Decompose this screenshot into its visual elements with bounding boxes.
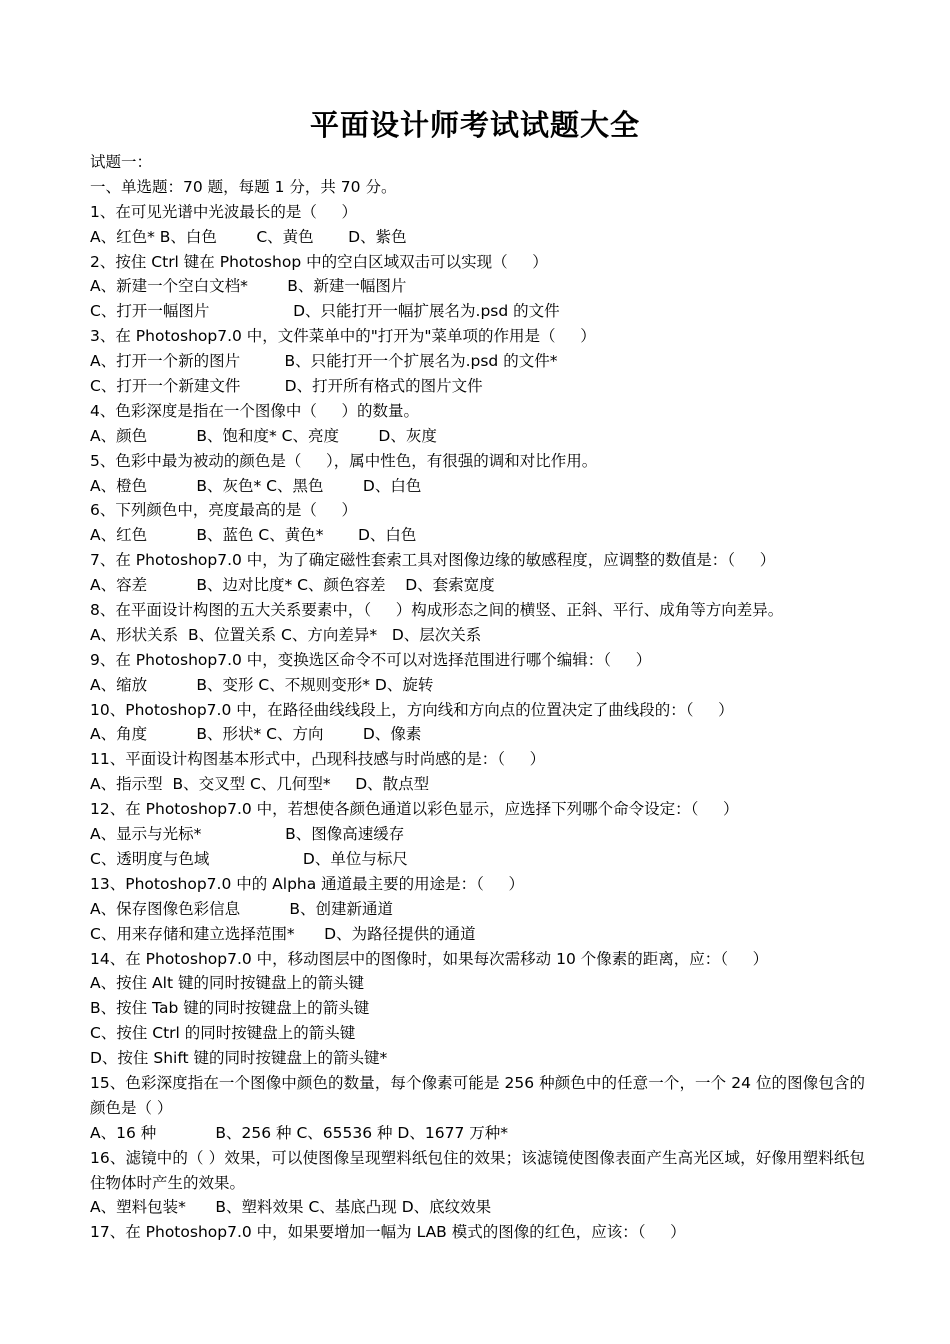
text-line: A、橙色 B、灰色* C、黑色 D、白色: [90, 476, 422, 495]
text-line: 5、色彩中最为被动的颜色是（ ），属中性色，有很强的调和对比作用。: [90, 451, 598, 470]
text-line: 6、下列颜色中，亮度最高的是（ ）: [90, 501, 357, 520]
text-line: A、容差 B、边对比度* C、颜色容差 D、套索宽度: [90, 576, 495, 595]
text-line: 3、在 Photoshop7.0 中，文件菜单中的"打开为"菜单项的作用是（ ）: [90, 327, 596, 346]
question-list: [90, 150, 865, 1245]
text-line: 11、平面设计构图基本形式中，凸现科技感与时尚感的是：（ ）: [90, 750, 546, 769]
text-line: 4、色彩深度是指在一个图像中（ ）的数量。: [90, 401, 419, 420]
text-line: 1、在可见光谱中光波最长的是（ ）: [90, 202, 357, 221]
text-line: A、指示型 B、交叉型 C、几何型* D、散点型: [90, 775, 430, 794]
text-line: 2、按住 Ctrl 键在 Photoshop 中的空白区域双击可以实现（ ）: [90, 252, 548, 271]
text-line: C、用来存储和建立选择范围* D、为路径提供的通道: [90, 924, 476, 943]
text-line: A、塑料包装* B、塑料效果 C、基底凸现 D、底纹效果: [90, 1198, 492, 1217]
text-line: B、按住 Tab 键的同时按键盘上的箭头键: [90, 999, 370, 1018]
text-line: 15、色彩深度指在一个图像中颜色的数量，每个像素可能是 256 种颜色中的任意一个，一个 24 位的图像包含的颜色是（ ）: [90, 1073, 865, 1117]
text-line: 一、单选题：70 题，每题 1 分，共 70 分。: [90, 177, 397, 196]
text-line: 9、在 Photoshop7.0 中，变换选区命令不可以对选择范围进行哪个编辑：（ ）: [90, 650, 652, 669]
text-line: 7、在 Photoshop7.0 中，为了确定磁性套索工具对图像边缘的敏感程度，应调整的数值是：（ ）: [90, 551, 776, 570]
text-line: A、按住 Alt 键的同时按键盘上的箭头键: [90, 974, 364, 993]
text-line: 13、Photoshop7.0 中的 Alpha 通道最主要的用途是：（ ）: [90, 874, 525, 893]
text-line: 12、在 Photoshop7.0 中，若想使各颜色通道以彩色显示，应选择下列哪个命令设定：（ ）: [90, 800, 739, 819]
text-line: 试题一：: [90, 153, 153, 171]
text-line: A、红色* B、白色 C、黄色 D、紫色: [90, 227, 407, 246]
text-line: A、缩放 B、变形 C、不规则变形* D、旋转: [90, 675, 434, 694]
text-line: A、打开一个新的图片 B、只能打开一个扩展名为.psd 的文件*: [90, 352, 558, 371]
text-line: D、按住 Shift 键的同时按键盘上的箭头键*: [90, 1049, 388, 1068]
text-line: A、新建一个空白文档* B、新建一幅图片: [90, 277, 407, 296]
text-line: C、按住 Ctrl 的同时按键盘上的箭头键: [90, 1024, 356, 1043]
text-line: A、角度 B、形状* C、方向 D、像素: [90, 725, 422, 744]
text-line: A、16 种 B、256 种 C、65536 种 D、1677 万种*: [90, 1123, 508, 1142]
page-title: 平面设计师考试试题大全: [309, 108, 640, 142]
text-line: A、显示与光标* B、图像高速缓存: [90, 825, 405, 844]
text-line: A、红色 B、蓝色 C、黄色* D、白色: [90, 526, 417, 545]
text-line: C、打开一个新建文件 D、打开所有格式的图片文件: [90, 377, 483, 396]
text-line: A、颜色 B、饱和度* C、亮度 D、灰度: [90, 426, 437, 445]
text-line: C、透明度与色域 D、单位与标尺: [90, 849, 408, 868]
text-line: A、保存图像色彩信息 B、创建新通道: [90, 899, 394, 918]
text-line: 17、在 Photoshop7.0 中，如果要增加一幅为 LAB 模式的图像的红色，应该：（ ）: [90, 1223, 686, 1242]
text-line: 14、在 Photoshop7.0 中，移动图层中的图像时，如果每次需移动 10 个像素的距离，应：（ ）: [90, 949, 769, 968]
text-line: 8、在平面设计构图的五大关系要素中，（ ）构成形态之间的横竖、正斜、平行、成角等方向差异。: [90, 601, 784, 620]
text-line: 16、滤镜中的（ ）效果，可以使图像呈现塑料纸包住的效果；该滤镜使图像表面产生高光区域，好像用塑料纸包住物体时产生的效果。: [90, 1148, 865, 1192]
text-line: C、打开一幅图片 D、只能打开一幅扩展名为.psd 的文件: [90, 302, 560, 321]
text-line: A、形状关系 B、位置关系 C、方向差异* D、层次关系: [90, 625, 482, 644]
text-line: 10、Photoshop7.0 中，在路径曲线线段上，方向线和方向点的位置决定了曲线段的：（ ）: [90, 700, 734, 719]
